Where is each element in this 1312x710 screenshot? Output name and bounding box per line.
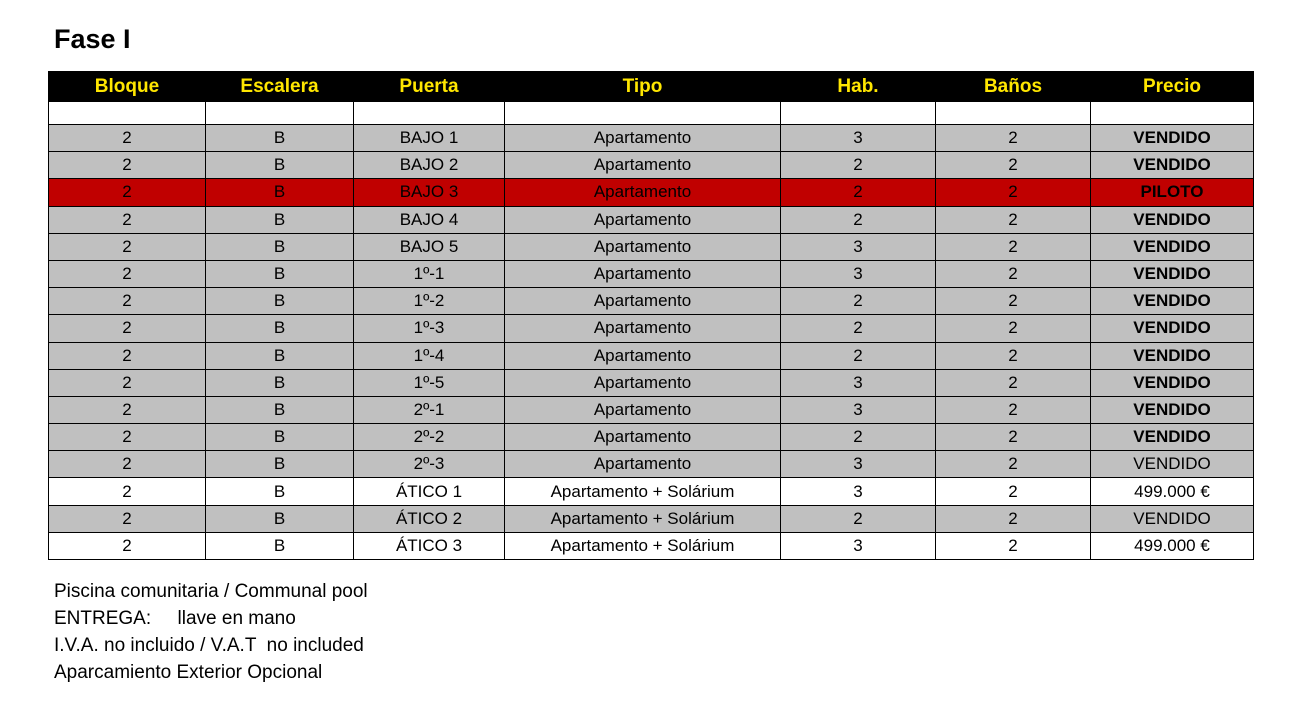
cell-2: 2º-2: [354, 424, 505, 451]
cell-0: 2: [49, 260, 206, 287]
column-header-4: Hab.: [781, 72, 936, 102]
column-header-0: Bloque: [49, 72, 206, 102]
cell-2: BAJO 4: [354, 206, 505, 233]
cell-0: 2: [49, 233, 206, 260]
cell-4: 3: [781, 260, 936, 287]
table-spacer-row: [49, 102, 1254, 125]
cell-price: 499.000 €: [1091, 478, 1254, 505]
cell-1: B: [206, 315, 354, 342]
cell-3: Apartamento: [505, 233, 781, 260]
table-header-row: [49, 72, 1254, 102]
cell-0: 2: [49, 451, 206, 478]
table-header: [49, 72, 1254, 102]
cell-5: 2: [936, 233, 1091, 260]
listing-table: [48, 71, 1254, 560]
cell-price: 499.000 €: [1091, 532, 1254, 559]
cell-price: [1091, 102, 1254, 125]
cell-3: Apartamento + Solárium: [505, 478, 781, 505]
cell-1: B: [206, 369, 354, 396]
cell-1: B: [206, 532, 354, 559]
cell-5: 2: [936, 424, 1091, 451]
cell-0: 2: [49, 342, 206, 369]
table-row: [49, 288, 1254, 315]
cell-0: 2: [49, 478, 206, 505]
cell-price: VENDIDO: [1091, 396, 1254, 423]
cell-5: 2: [936, 532, 1091, 559]
column-header-6: Precio: [1091, 72, 1254, 102]
cell-5: [936, 102, 1091, 125]
cell-2: 1º-4: [354, 342, 505, 369]
cell-3: Apartamento: [505, 369, 781, 396]
cell-5: 2: [936, 396, 1091, 423]
cell-3: Apartamento + Solárium: [505, 505, 781, 532]
cell-1: B: [206, 233, 354, 260]
cell-5: 2: [936, 288, 1091, 315]
cell-2: 2º-3: [354, 451, 505, 478]
cell-0: 2: [49, 532, 206, 559]
cell-5: 2: [936, 451, 1091, 478]
cell-5: 2: [936, 125, 1091, 152]
table-row: [49, 532, 1254, 559]
table-row: [49, 315, 1254, 342]
cell-1: B: [206, 152, 354, 179]
cell-1: B: [206, 424, 354, 451]
cell-1: B: [206, 260, 354, 287]
cell-1: B: [206, 505, 354, 532]
cell-4: 2: [781, 152, 936, 179]
cell-3: Apartamento: [505, 424, 781, 451]
cell-4: 3: [781, 478, 936, 505]
notes-block: [54, 578, 368, 686]
note-line-3: Aparcamiento Exterior Opcional: [54, 662, 323, 683]
table-row: [49, 478, 1254, 505]
cell-1: B: [206, 342, 354, 369]
table-row: [49, 505, 1254, 532]
column-header-1: Escalera: [206, 72, 354, 102]
table-row: [49, 424, 1254, 451]
table-row: [49, 152, 1254, 179]
column-header-5: Baños: [936, 72, 1091, 102]
cell-0: 2: [49, 288, 206, 315]
cell-4: 3: [781, 369, 936, 396]
table-row: [49, 342, 1254, 369]
table-body: [49, 102, 1254, 560]
note-line-2: I.V.A. no incluido / V.A.T no included: [54, 635, 364, 656]
cell-3: Apartamento: [505, 342, 781, 369]
cell-3: Apartamento: [505, 396, 781, 423]
cell-4: 2: [781, 288, 936, 315]
cell-3: Apartamento + Solárium: [505, 532, 781, 559]
cell-2: BAJO 1: [354, 125, 505, 152]
cell-2: BAJO 3: [354, 179, 505, 206]
cell-4: 2: [781, 342, 936, 369]
cell-4: 3: [781, 532, 936, 559]
cell-5: 2: [936, 152, 1091, 179]
cell-4: 2: [781, 206, 936, 233]
cell-2: 1º-5: [354, 369, 505, 396]
cell-2: 2º-1: [354, 396, 505, 423]
cell-5: 2: [936, 478, 1091, 505]
cell-3: Apartamento: [505, 179, 781, 206]
table-row: [49, 233, 1254, 260]
listing-table-container: [48, 71, 1253, 560]
cell-5: 2: [936, 369, 1091, 396]
cell-1: B: [206, 451, 354, 478]
cell-0: 2: [49, 179, 206, 206]
cell-price: VENDIDO: [1091, 315, 1254, 342]
table-row: [49, 396, 1254, 423]
cell-price: VENDIDO: [1091, 260, 1254, 287]
cell-1: [206, 102, 354, 125]
cell-3: Apartamento: [505, 152, 781, 179]
cell-0: 2: [49, 396, 206, 423]
cell-5: 2: [936, 505, 1091, 532]
cell-2: BAJO 2: [354, 152, 505, 179]
note-line-0: Piscina comunitaria / Communal pool: [54, 581, 368, 602]
table-row: [49, 179, 1254, 206]
cell-3: Apartamento: [505, 451, 781, 478]
cell-0: 2: [49, 369, 206, 396]
table-row: [49, 125, 1254, 152]
cell-2: ÁTICO 1: [354, 478, 505, 505]
cell-0: [49, 102, 206, 125]
cell-price: VENDIDO: [1091, 233, 1254, 260]
table-row: [49, 206, 1254, 233]
cell-4: [781, 102, 936, 125]
cell-price: VENDIDO: [1091, 505, 1254, 532]
cell-price: VENDIDO: [1091, 451, 1254, 478]
cell-3: [505, 102, 781, 125]
cell-2: BAJO 5: [354, 233, 505, 260]
column-header-2: Puerta: [354, 72, 505, 102]
cell-5: 2: [936, 260, 1091, 287]
table-row: [49, 260, 1254, 287]
cell-1: B: [206, 288, 354, 315]
cell-2: [354, 102, 505, 125]
cell-2: 1º-2: [354, 288, 505, 315]
cell-price: VENDIDO: [1091, 369, 1254, 396]
cell-4: 3: [781, 451, 936, 478]
cell-price: PILOTO: [1091, 179, 1254, 206]
cell-0: 2: [49, 505, 206, 532]
cell-price: VENDIDO: [1091, 342, 1254, 369]
cell-4: 3: [781, 125, 936, 152]
cell-4: 2: [781, 315, 936, 342]
cell-price: VENDIDO: [1091, 424, 1254, 451]
cell-3: Apartamento: [505, 206, 781, 233]
cell-2: ÁTICO 3: [354, 532, 505, 559]
cell-3: Apartamento: [505, 315, 781, 342]
cell-1: B: [206, 478, 354, 505]
table-row: [49, 451, 1254, 478]
cell-4: 2: [781, 424, 936, 451]
cell-5: 2: [936, 315, 1091, 342]
cell-1: B: [206, 179, 354, 206]
cell-price: VENDIDO: [1091, 206, 1254, 233]
cell-2: 1º-1: [354, 260, 505, 287]
cell-4: 2: [781, 179, 936, 206]
cell-0: 2: [49, 206, 206, 233]
page-title: Fase I: [54, 24, 131, 54]
cell-2: 1º-3: [354, 315, 505, 342]
cell-price: VENDIDO: [1091, 288, 1254, 315]
cell-1: B: [206, 125, 354, 152]
cell-5: 2: [936, 206, 1091, 233]
cell-5: 2: [936, 179, 1091, 206]
cell-3: Apartamento: [505, 260, 781, 287]
cell-2: ÁTICO 2: [354, 505, 505, 532]
cell-1: B: [206, 206, 354, 233]
cell-0: 2: [49, 315, 206, 342]
note-line-1: ENTREGA: llave en mano: [54, 608, 296, 629]
cell-price: VENDIDO: [1091, 152, 1254, 179]
cell-4: 3: [781, 233, 936, 260]
table-row: [49, 369, 1254, 396]
cell-0: 2: [49, 424, 206, 451]
cell-3: Apartamento: [505, 288, 781, 315]
cell-1: B: [206, 396, 354, 423]
cell-4: 3: [781, 396, 936, 423]
cell-0: 2: [49, 125, 206, 152]
cell-5: 2: [936, 342, 1091, 369]
cell-3: Apartamento: [505, 125, 781, 152]
column-header-3: Tipo: [505, 72, 781, 102]
cell-0: 2: [49, 152, 206, 179]
cell-4: 2: [781, 505, 936, 532]
cell-price: VENDIDO: [1091, 125, 1254, 152]
